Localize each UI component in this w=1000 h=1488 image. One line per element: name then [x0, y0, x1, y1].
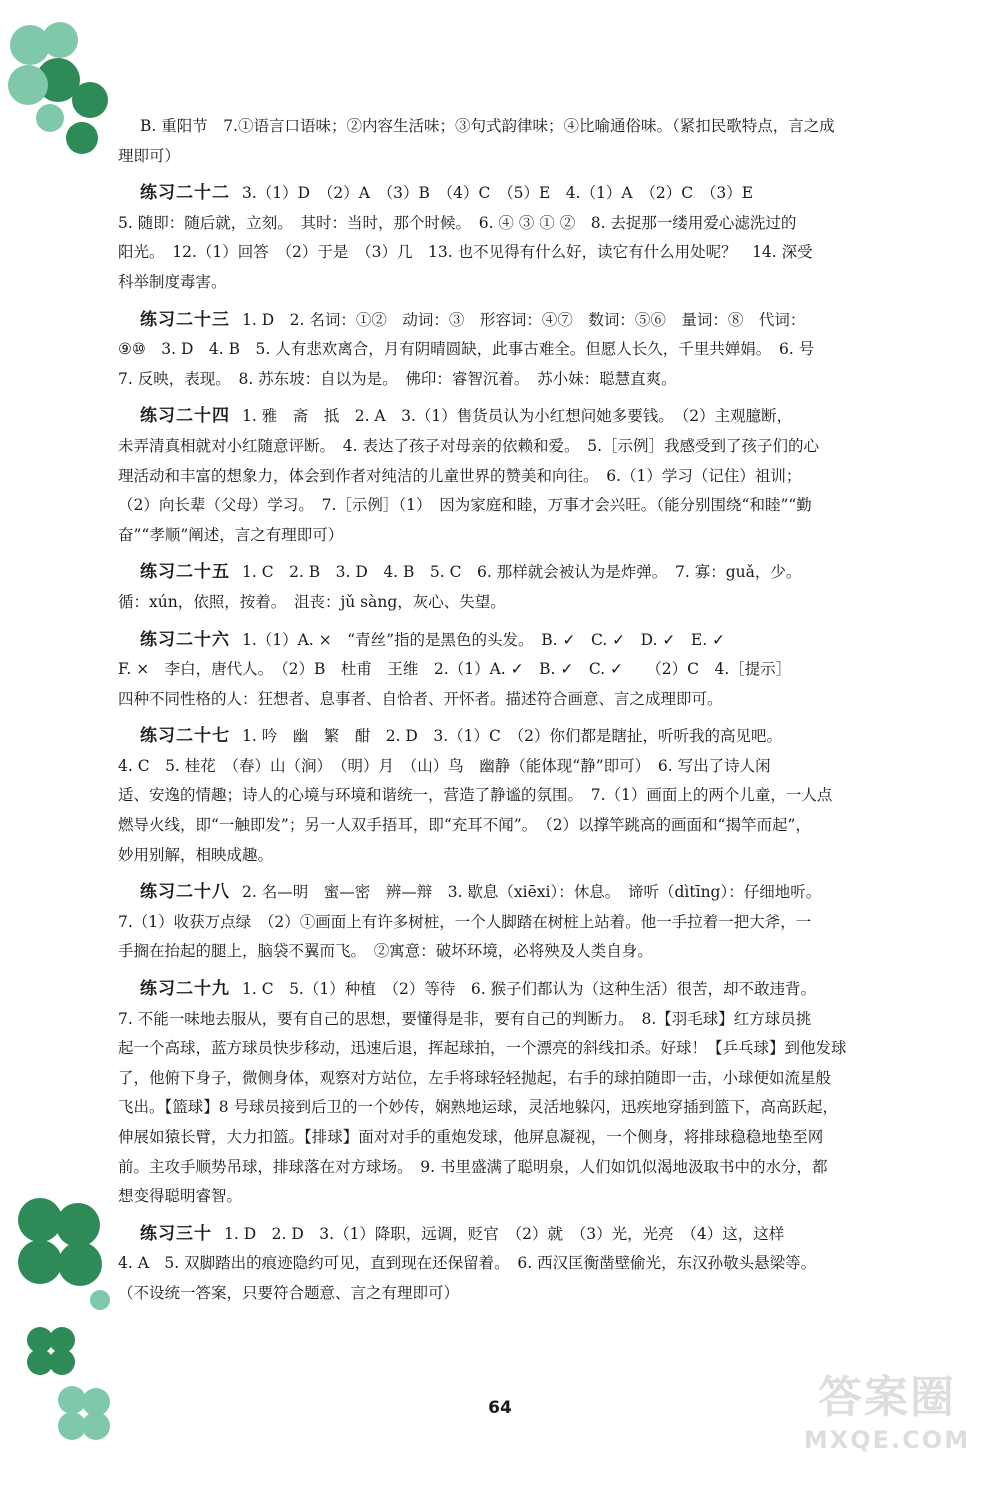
text-line	[112, 209, 947, 239]
text-line	[112, 1123, 947, 1153]
text-line	[112, 462, 947, 492]
text-line	[112, 937, 947, 967]
exercise-section	[112, 558, 947, 617]
exercise-section	[112, 626, 947, 715]
exercise-title: 练习二十五	[140, 562, 230, 583]
text-line	[112, 588, 947, 618]
watermark	[792, 1370, 982, 1470]
text-line: 理即可）	[118, 146, 181, 165]
intro-block	[112, 112, 947, 171]
exercise-title: 练习二十八	[140, 882, 230, 903]
answer-text: 1.（1）A. × “青丝”指的是黑色的头发。 B. ✓ C. ✓ D. ✓ E. ✓	[242, 630, 726, 649]
answer-text: 1. D 2. 名词：①② 动词：③ 形容词：④⑦ 数词：⑤⑥ 量词：⑧ 代词：	[242, 310, 806, 329]
text-line	[112, 1005, 947, 1035]
exercise-title: 练习二十六	[140, 629, 230, 650]
exercise-title: 练习二十二	[140, 183, 230, 204]
answer-content	[112, 112, 947, 1317]
exercise-section	[112, 306, 947, 395]
exercise-sections	[112, 179, 947, 1308]
text-line	[112, 626, 947, 656]
text-line	[112, 752, 947, 782]
text-line	[112, 1034, 947, 1064]
text-line	[112, 1064, 947, 1094]
exercise-section	[112, 975, 947, 1212]
exercise-title: 练习二十三	[140, 309, 230, 330]
answer-text: 伸展如猿长臂，大力扣篮。【排球】面对对手的重炮发球，他屏息凝视，一个侧身，将排球稳稳地垫至网	[118, 1128, 824, 1146]
answer-text: 适、安逸的情趣；诗人的心境与环境和谐统一，营造了静谧的氛围。 7.（1）画面上的两个儿童，一人点	[118, 786, 833, 805]
clover-icon	[8, 22, 108, 154]
answer-text: 燃导火线，即“一触即发”；另一人双手捂耳，即“充耳不闻”。 （2）以撑竿跳高的画面和“揭竿而起”，	[118, 816, 811, 835]
text-line	[112, 878, 947, 908]
answer-text: ⑨⑩ 3. D 4. B 5. 人有悲欢离合，月有阴晴圆缺，此事古难全。但愿人长久，千里共婵娟。 6. 号	[118, 340, 815, 359]
text-line	[112, 908, 947, 938]
page-number: 64	[488, 1398, 512, 1418]
answer-text: 7.（1）收获万点绿 （2）①画面上有许多树桩，一个人脚踏在树桩上站着。他一手拉着一把大斧，一	[118, 912, 812, 931]
answer-text: 7. 不能一味地去服从，要有自己的思想，要懂得是非，要有自己的判断力。 8.【羽毛球】红方球员挑	[118, 1009, 812, 1028]
text-line	[112, 1249, 947, 1279]
answer-text: 理活动和丰富的想象力，体会到作者对纯洁的儿童世界的赞美和向往。 6.（1）学习（记住）祖训；	[118, 466, 802, 485]
answer-text: 1. C 5.（1）种植 （2）等待 6. 猴子们都认为（这种生活）很苦，却不敢违背。	[242, 980, 817, 999]
text-line	[112, 238, 947, 268]
text-line	[112, 306, 947, 336]
answer-text: （不设统一答案，只要符合题意、言之有理即可）	[118, 1283, 460, 1302]
exercise-section	[112, 722, 947, 870]
answer-text: F. × 李白，唐代人。 （2）B 杜甫 王维 2.（1）A. ✓ B. ✓ C. ✓ （2）C 4.［提示］	[118, 660, 792, 679]
clover-decoration-bottom	[0, 1190, 130, 1480]
answer-text: 1. D 2. D 3.（1）降职，远调，贬官 （2）就 （3）光，光亮 （4）这，这样	[224, 1224, 785, 1243]
exercise-title: 练习二十九	[140, 979, 230, 1000]
exercise-section	[112, 878, 947, 967]
text-line	[112, 268, 947, 298]
exercise-title: 练习二十四	[140, 406, 230, 427]
answer-text: 2. 名—明 蜜—密 辨—辩 3. 歇息（xiēxi）：休息。 谛听（dìtīng）：仔细地听。	[242, 883, 822, 902]
answer-text: 妙用别解，相映成趣。	[118, 845, 274, 864]
text-line	[112, 432, 947, 462]
text-line	[112, 811, 947, 841]
text-line	[112, 1093, 947, 1123]
text-line	[112, 402, 947, 432]
answer-text: 未弄清真相就对小红随意评断。 4. 表达了孩子对母亲的依赖和爱。 5.［示例］我感受到了孩子们的心	[118, 436, 820, 455]
text-line	[112, 1153, 947, 1183]
watermark-logo-text: 答案圈	[818, 1372, 956, 1423]
answer-text: 1. 雅 斋 抵 2. A 3.（1）售货员认为小红想问她多要钱。 （2）主观臆断，	[242, 407, 793, 426]
answer-text: 1. C 2. B 3. D 4. B 5. C 6. 那样就会被认为是炸弹。 7. 寡：guǎ，少。	[242, 563, 802, 582]
watermark-url: MXQE.COM	[803, 1426, 971, 1454]
answer-text: 四种不同性格的人：狂想者、息事者、自恰者、开怀者。描述符合画意、言之成理即可。	[118, 689, 723, 708]
answer-text: （2）向长辈（父母）学习。 7.［示例］（1） 因为家庭和睦，万事才会兴旺。（能分别围绕“和睦”“勤	[118, 496, 812, 515]
answer-text: 4. C 5. 桂花 （春）山（涧） （明）月 （山）鸟 幽静（能体现“静”即可） 6. 写出了诗人闲	[118, 756, 771, 775]
text-line	[112, 179, 947, 209]
answer-text: 前。主攻手顺势吊球，排球落在对方球场。 9. 书里盛满了聪明泉，人们如饥似渴地汲取书中的水分，都	[118, 1157, 828, 1176]
text-line: B. 重阳节 7.①语言口语味；②内容生活味；③句式韵律味；④比喻通俗味。（紧扣民歌特点，言之成	[140, 117, 835, 135]
answer-text: 了，他俯下身子，微侧身体，观察对方站位，左手将球轻轻抛起，右手的球拍随即一击，小球便如流星般	[118, 1068, 832, 1087]
answer-text: 飞出。【篮球】8 号球员接到后卫的一个妙传，娴熟地运球，灵活地躲闪，迅疾地穿插到篮下，高高跃起，	[118, 1098, 839, 1117]
text-line	[112, 1182, 947, 1212]
text-line	[112, 1220, 947, 1250]
answer-text: 起一个高球，蓝方球员快步移动，迅速后退，挥起球拍，一个漂亮的斜线扣杀。好球！【乒乓球】到他发球	[118, 1039, 847, 1058]
text-line	[112, 1279, 947, 1309]
text-line	[112, 685, 947, 715]
answer-text: 5. 随即：随后就，立刻。 其时：当时，那个时候。 6. ④ ③ ① ② 8. 去捉那一缕用爱心滤洗过的	[118, 213, 797, 232]
answer-text: 4. A 5. 双脚踏出的痕迹隐约可见，直到现在还保留着。 6. 西汉匡衡凿壁偷光，东汉孙敬头悬梁等。	[118, 1254, 817, 1273]
text-line	[112, 781, 947, 811]
answer-text: 奋”“孝顺”阐述，言之有理即可）	[118, 525, 344, 544]
clover-decoration-top	[0, 0, 120, 170]
text-line	[112, 521, 947, 551]
exercise-title: 练习三十	[140, 1223, 212, 1244]
exercise-section	[112, 402, 947, 550]
answer-text: 循：xún，依照，按着。 沮丧：jǔ sàng，灰心、失望。	[118, 592, 506, 611]
text-line	[112, 975, 947, 1005]
text-line	[112, 655, 947, 685]
answer-text: 3.（1）D （2）A （3）B （4）C （5）E 4.（1）A （2）C （3）E	[242, 184, 754, 203]
exercise-section	[112, 1220, 947, 1309]
answer-text: 阳光。 12.（1）回答 （2）于是 （3）几 13. 也不见得有什么好，读它有什么用处呢？ 14. 深受	[118, 243, 813, 262]
clover-icon	[18, 1198, 110, 1310]
text-line	[112, 558, 947, 588]
exercise-section	[112, 179, 947, 297]
text-line	[112, 491, 947, 521]
exercise-title: 练习二十七	[140, 726, 230, 747]
answer-text: 想变得聪明睿智。	[118, 1187, 243, 1206]
answer-text: 1. 吟 幽 繁 酣 2. D 3.（1）C （2）你们都是瞎扯，听听我的高见吧。	[242, 727, 782, 746]
text-line	[112, 841, 947, 871]
text-line	[112, 335, 947, 365]
clover-icon	[27, 1327, 75, 1375]
answer-text: 科举制度毒害。	[118, 272, 227, 291]
text-line	[112, 722, 947, 752]
answer-text: 7. 反映，表现。 8. 苏东坡：自以为是。 佛印：睿智沉着。 苏小妹：聪慧直爽。	[118, 369, 677, 388]
answer-text: 手搁在抬起的腿上，脑袋不翼而飞。 ②寓意：破坏环境，必将殃及人类自身。	[118, 942, 653, 961]
text-line	[112, 365, 947, 395]
